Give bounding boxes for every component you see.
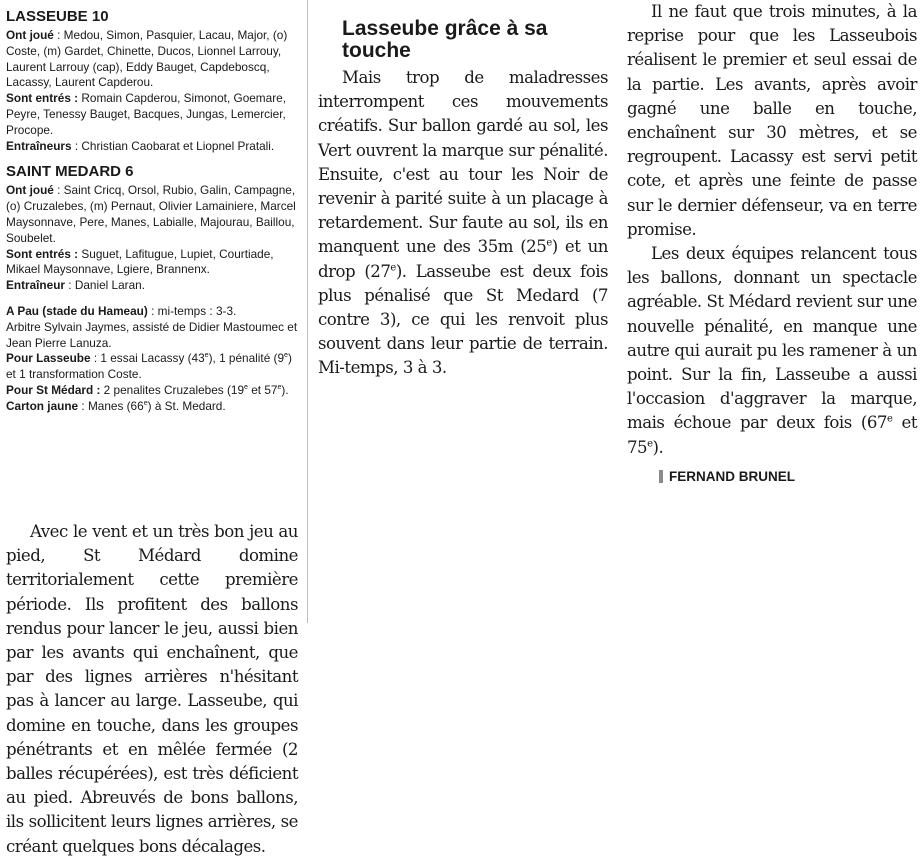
- author-name: FERNAND BRUNEL: [669, 468, 795, 484]
- played-text: : Saint Cricq, Orsol, Rubio, Galin, Campagne, (o) Cruzalebes, (m) Pernaut, Olivier Lamainiere, Marcel Maysonnave, Pere, Manes, Labialle, Majourau, Baillou, Soubelet.: [6, 183, 296, 245]
- played-label: Ont joué: [6, 28, 54, 42]
- subheading: Lasseube grâce à sa touche: [342, 17, 548, 62]
- match-details: [6, 304, 298, 415]
- coach-text: : Christian Caobarat et Liopnel Pratali.: [71, 138, 275, 153]
- stmedard-scoring: [6, 383, 298, 399]
- paragraph-4-text-b: et 75: [627, 413, 917, 457]
- ordinal-sup: e: [647, 438, 653, 450]
- team-lineup: [6, 183, 298, 294]
- lasseube-label: Pour Lasseube: [6, 351, 91, 366]
- ordinal-sup: e: [284, 351, 288, 360]
- yellow-card-label: Carton jaune: [6, 398, 79, 413]
- paragraph-4-text-c: ).: [652, 437, 664, 457]
- subs-line: [6, 91, 298, 138]
- lasseube-text-b: ), 1 pénalité (9: [208, 351, 285, 366]
- subs-text: Romain Capderou, Simonot, Goemare, Peyre, Tenessy Bauget, Bacques, Jungas, Lemercier, Procope.: [6, 91, 286, 137]
- ordinal-sup: e: [390, 262, 396, 274]
- article-paragraph-4: [627, 242, 917, 460]
- paragraph-2-text-b: ) et un drop (27: [318, 237, 608, 281]
- stmedard-text-b: et 57: [247, 382, 278, 397]
- team-heading: SAINT MEDARD 6: [6, 163, 134, 181]
- ordinal-sup: e: [204, 351, 209, 360]
- byline-bar: [659, 470, 663, 483]
- stmedard-text-c: ).: [281, 382, 289, 397]
- coach-label: Entraîneurs: [6, 138, 72, 153]
- yellow-card-text-b: ) à St. Medard.: [147, 398, 226, 413]
- article-paragraph-3: Il ne faut que trois minutes, à la reprise pour que les Lasseubois réalisent le premier et seul essai de la partie. Les avants, après avoir gagné une balle en touche, enchaînent sur 30 mètres, et se regroupent. Lacassy est servi petit cote, et après une feinte de passe sur le dernier défenseur, va en terre promise.: [627, 2, 917, 239]
- ordinal-sup: e: [244, 383, 248, 392]
- played-line: [6, 183, 298, 246]
- played-line: [6, 28, 298, 91]
- ordinal-sup: e: [886, 413, 893, 425]
- paragraph-2-text-c: ). Lasseube est deux fois plus pénalisé que St Medard (7 contre 3), ce qui les renvoit plus souvent dans leur partie de terrain. Mi-temps, 3 à 3.: [318, 261, 609, 378]
- stmedard-label: Pour St Médard :: [6, 382, 101, 397]
- article-column-3: [627, 0, 917, 484]
- coach-text: : Daniel Laran.: [65, 278, 146, 293]
- article-column-2: [318, 0, 608, 381]
- subs-label: Sont entrés :: [6, 246, 79, 261]
- column-rule: [307, 0, 308, 623]
- article-paragraph-1: Avec le vent et un très bon jeu au pied, St Médard domine territorialement cette première période. Ils profitent des ballons rendus pour lancer le jeu, aussi bien par les avants qui enchaînent, que par des lignes arrières n'hésitant pas à lancer au large. Lasseube, qui domine en touche, dans les groupes pénétrants et en mêlée fermée (2 balles récupérées), est très déficient au pied. Abreuvés de bons ballons, ils sollicitent leurs lignes arrières, se créant quelques bons décalages.: [6, 522, 298, 856]
- halftime-text: : mi-temps : 3-3.: [147, 303, 237, 318]
- paragraph-4-text-a: Les deux équipes relancent tous les ballons, donnant un spectacle agréable. St Médard revient sur une nouvelle pénalité, en manque une autre qui aurait pu les ramener à un point. Sur la fin, Lasseube a aussi l'occasion d'aggraver la marque, mais échoue par deux fois (67: [627, 244, 917, 433]
- venue-label: A Pau (stade du Hameau): [6, 303, 148, 318]
- coach-label: Entraîneur: [6, 278, 65, 293]
- played-text: : Medou, Simon, Pasquier, Lacau, Major, (o) Coste, (m) Gardet, Chinette, Ducos, Lionnel Larrouy, Laurent Larrouy (cap), Eddy Bauget, Capdeboscq, Lacassy, Laurent Capderou.: [6, 28, 288, 90]
- venue-line: [6, 304, 298, 320]
- subs-label: Sont entrés :: [6, 91, 79, 106]
- lasseube-text-a: : 1 essai Lacassy (43: [90, 351, 205, 366]
- stmedard-text-a: 2 penalites Cruzalebes (19: [100, 382, 245, 397]
- ordinal-sup: e: [277, 383, 282, 392]
- match-sheet-column: [6, 0, 298, 856]
- referee-line: Arbitre Sylvain Jaymes, assisté de Didier Mastoumec et Jean Pierre Lanuza.: [6, 319, 298, 350]
- team-lineup: [6, 28, 298, 154]
- ordinal-sup: e: [546, 237, 552, 249]
- paragraph-2-text-a: Mais trop de maladresses interrompent ces mouvements créatifs. Sur ballon gardé au sol, les Vert ouvrent la marque sur pénalité. Ensuite, c'est au tour les Noir de revenir à parité suite à un placage à retardement. Sur faute au sol, ils en manquent une des 35m (25: [318, 68, 608, 257]
- subs-line: [6, 247, 298, 279]
- yellow-card-text: : Manes (66: [78, 398, 144, 413]
- coach-line: [6, 278, 298, 294]
- played-label: Ont joué: [6, 183, 54, 198]
- ordinal-sup: e: [143, 398, 148, 407]
- article-paragraph-2: [318, 66, 608, 381]
- yellow-card-line: [6, 399, 298, 415]
- coach-line: [6, 139, 298, 155]
- lasseube-text-c: ) et 1 transformation Coste.: [6, 351, 292, 382]
- team-heading: LASSEUBE 10: [6, 8, 109, 25]
- subs-text: Suguet, Lafitugue, Lupiet, Courtiade, Mikael Maysonnave, Lgiere, Brannenx.: [6, 246, 274, 277]
- author-byline: [627, 469, 917, 484]
- lasseube-scoring: [6, 351, 298, 383]
